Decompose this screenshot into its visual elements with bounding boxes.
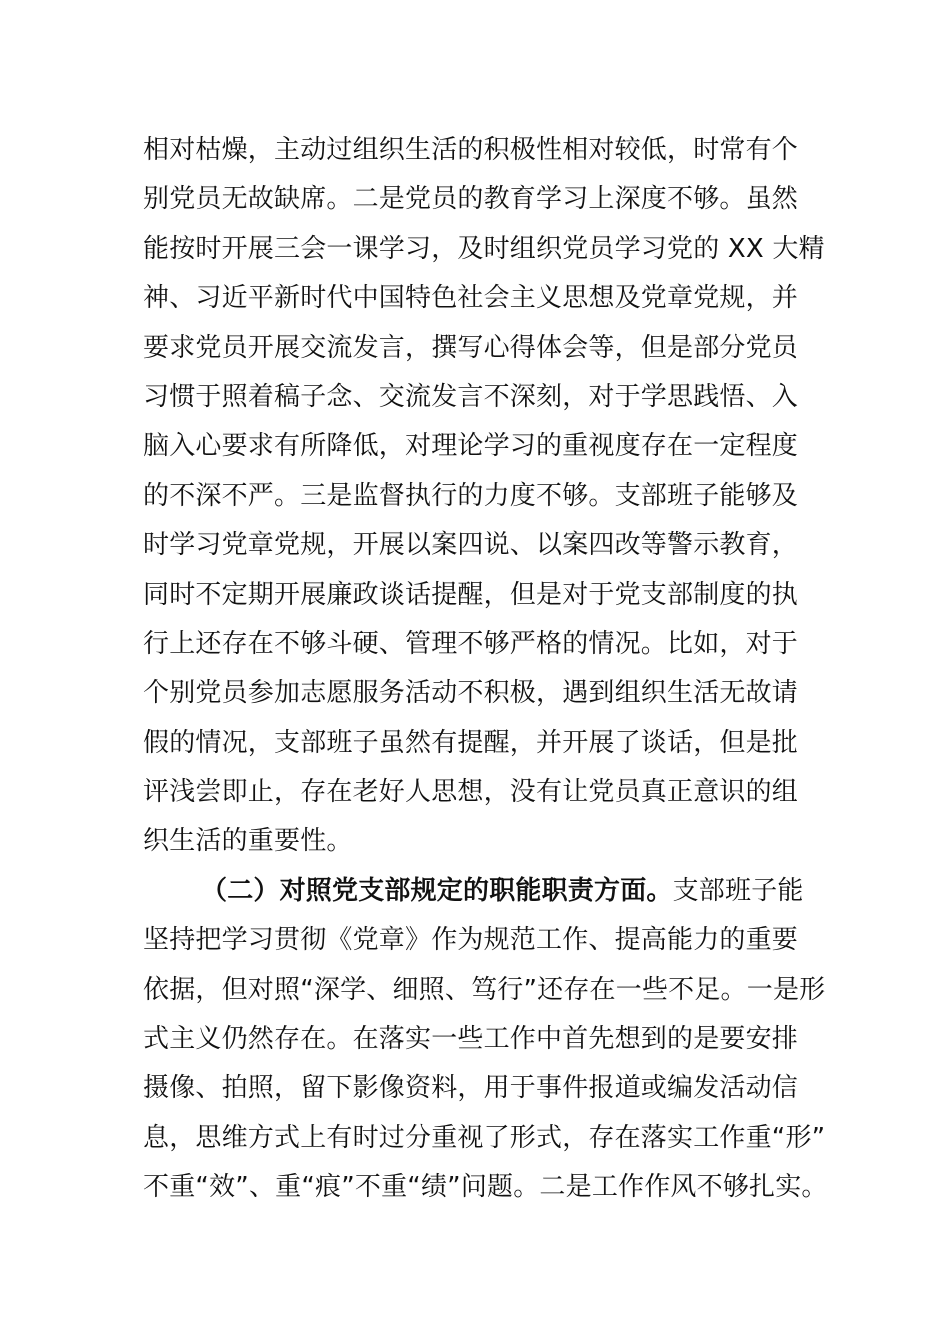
text-line: 摄像、拍照，留下影像资料，用于事件报道或编发活动信 <box>143 1073 799 1104</box>
text-line: 别党员无故缺席。二是党员的教育学习上深度不够。虽然 <box>143 184 799 215</box>
section-heading: （二）对照党支部规定的职能职责方面。 <box>201 875 673 906</box>
text-line: 脑入心要求有所降低，对理论学习的重视度存在一定程度 <box>143 431 799 462</box>
text-line: 习惯于照着稿子念、交流发言不深刻，对于学思践悟、入 <box>143 381 799 412</box>
text-line: 同时不定期开展廉政谈话提醒，但是对于党支部制度的执 <box>143 579 799 610</box>
text-line: 神、习近平新时代中国特色社会主义思想及党章党规，并 <box>143 283 799 314</box>
text-line: 不重“效”、重“痕”不重“绩”问题。二是工作作风不够扎实。 <box>143 1172 828 1203</box>
text-line: 假的情况，支部班子虽然有提醒，并开展了谈话，但是批 <box>143 727 799 758</box>
text-line: 行上还存在不够斗硬、管理不够严格的情况。比如，对于 <box>143 628 799 659</box>
text-line: 能按时开展三会一课学习，及时组织党员学习党的 XX 大精 <box>143 233 825 264</box>
text-line: 评浅尝即止，存在老好人思想，没有让党员真正意识的组 <box>143 777 799 808</box>
text-line: 要求党员开展交流发言，撰写心得体会等，但是部分党员 <box>143 332 799 363</box>
section-heading-line <box>143 867 823 916</box>
text-segment: 支部班子能 <box>672 875 804 906</box>
text-line: 息，思维方式上有时过分重视了形式，存在落实工作重“形” <box>143 1122 826 1153</box>
text-line: 的不深不严。三是监督执行的力度不够。支部班子能够及 <box>143 480 799 511</box>
text-line: 依据，但对照“深学、细照、笃行”还存在一些不足。一是形 <box>143 974 826 1005</box>
text-line: 个别党员参加志愿服务活动不积极，遇到组织生活无故请 <box>143 678 799 709</box>
text-line: 时学习党章党规，开展以案四说、以案四改等警示教育， <box>143 530 799 561</box>
text-line: 相对枯燥，主动过组织生活的积极性相对较低，时常有个 <box>143 135 799 165</box>
text-line: 织生活的重要性。 <box>143 826 353 857</box>
text-line: 坚持把学习贯彻《党章》作为规范工作、提高能力的重要 <box>143 925 799 956</box>
document-body <box>143 126 828 1213</box>
text-line: 式主义仍然存在。在落实一些工作中首先想到的是要安排 <box>143 1024 799 1055</box>
